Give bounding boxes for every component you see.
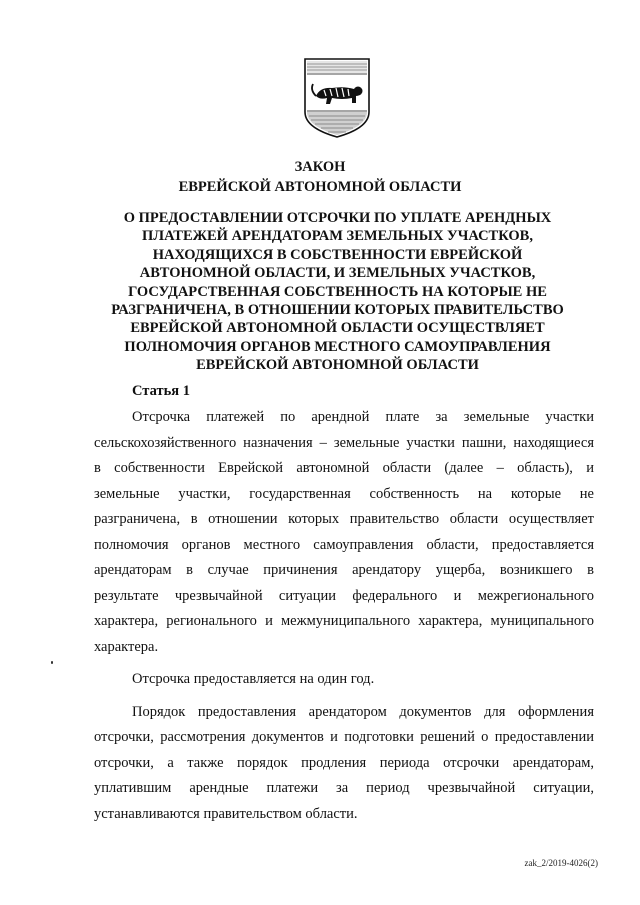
title-line: ЕВРЕЙСКОЙ АВТОНОМНОЙ ОБЛАСТИ (196, 357, 479, 374)
law-heading: ЗАКОН (294, 159, 346, 175)
paragraph-line: отсрочки, рассмотрения документов и подготовки решений о предоставлении (94, 729, 594, 745)
law-title (90, 209, 585, 375)
paragraph-line: результате чрезвычайной ситуации федерального и межрегионального (94, 587, 594, 604)
paragraph-line: Отсрочка предоставляется на один год. (132, 671, 375, 687)
paragraph-line: арендаторам в случае причинения арендатору ущерба, возникшего в (94, 562, 594, 578)
paragraph-line: характера, регионального и межмуниципального характера, муниципального (94, 613, 594, 629)
scan-speck (51, 661, 53, 664)
paragraph-line: полномочия органов местного самоуправления области, предоставляется (94, 536, 594, 553)
article-body (94, 405, 594, 827)
document-code: zak_2/2019-4026(2) (524, 858, 598, 868)
paragraph-line: в собственности Еврейской автономной области (далее – область), и (94, 460, 594, 476)
paragraph-gap (94, 660, 594, 667)
region-heading: ЕВРЕЙСКОЙ АВТОНОМНОЙ ОБЛАСТИ (178, 179, 462, 195)
paragraph-line: разграничена, в отношении которых правительство области осуществляет (94, 511, 594, 527)
title-line: ПЛАТЕЖЕЙ АРЕНДАТОРАМ ЗЕМЕЛЬНЫХ УЧАСТКОВ, (142, 228, 533, 245)
coat-of-arms-icon (302, 56, 372, 140)
title-line: АВТОНОМНОЙ ОБЛАСТИ, И ЗЕМЕЛЬНЫХ УЧАСТКОВ, (139, 265, 536, 282)
title-line: ГОСУДАРСТВЕННАЯ СОБСТВЕННОСТЬ НА КОТОРЫЕ НЕ (128, 283, 547, 300)
paragraph-line: характера. (94, 638, 159, 655)
title-line: ПОЛНОМОЧИЯ ОРГАНОВ МЕСТНОГО САМОУПРАВЛЕНИЯ (124, 338, 551, 355)
title-line: ЕВРЕЙСКОЙ АВТОНОМНОЙ ОБЛАСТИ ОСУЩЕСТВЛЯЕТ (130, 320, 545, 337)
paragraph-line: земельные участки, государственная собственность на которые не (94, 485, 594, 502)
paragraph-line: отсрочки, а также порядок продления периода отсрочки арендаторам, (94, 754, 594, 771)
paragraph-line: устанавливаются правительством области. (94, 805, 358, 822)
paragraph-line: сельскохозяйственного назначения – земельные участки пашни, находящиеся (94, 434, 594, 451)
paragraph-line: уплатившим арендные платежи за период чрезвычайной ситуации, (94, 780, 594, 796)
paragraph-gap (94, 693, 594, 700)
title-line: РАЗГРАНИЧЕНА, В ОТНОШЕНИИ КОТОРЫХ ПРАВИТЕЛЬСТВО (111, 302, 564, 319)
paragraph-line: Отсрочка платежей по арендной плате за земельные участки (132, 409, 594, 425)
article-heading: Статья 1 (132, 383, 190, 399)
paragraph-line: Порядок предоставления арендатором документов для оформления (132, 703, 594, 720)
title-line: О ПРЕДОСТАВЛЕНИИ ОТСРОЧКИ ПО УПЛАТЕ АРЕНДНЫХ (123, 210, 552, 226)
title-line: НАХОДЯЩИХСЯ В СОБСТВЕННОСТИ ЕВРЕЙСКОЙ (152, 246, 523, 263)
